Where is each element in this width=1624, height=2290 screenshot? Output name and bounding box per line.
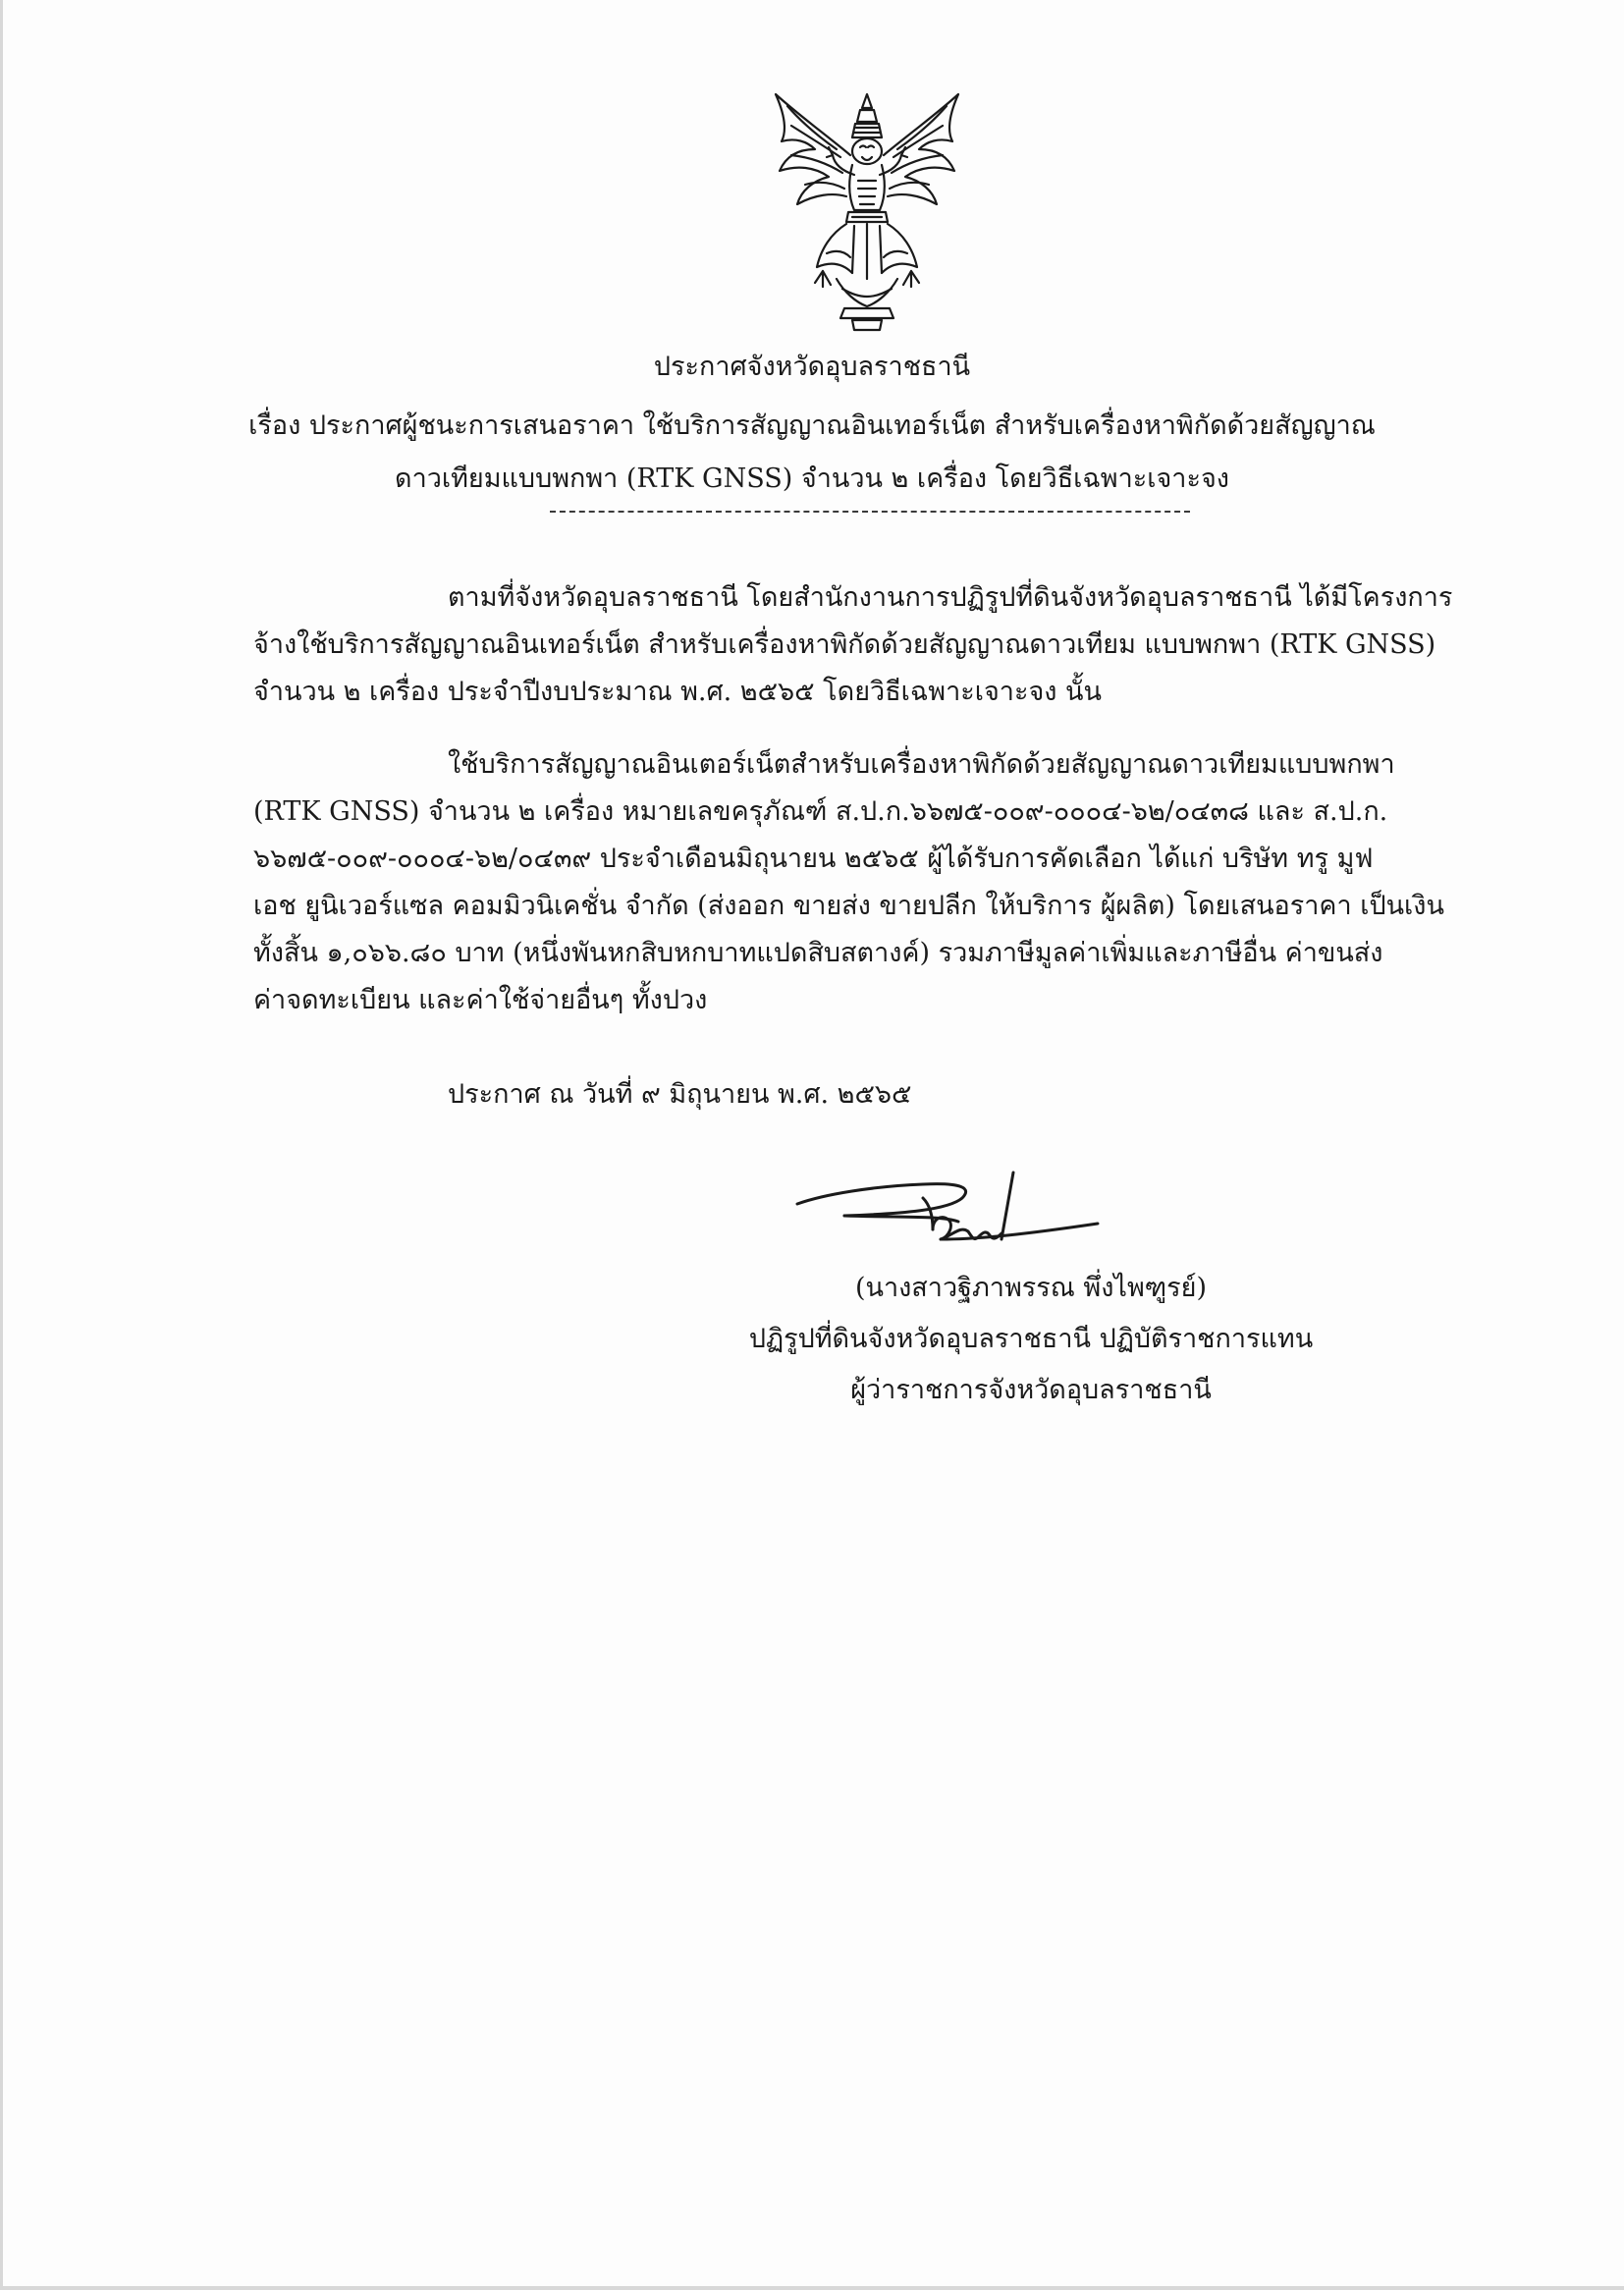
document-title: ประกาศจังหวัดอุบลราชธานี: [653, 352, 971, 382]
header-divider: [550, 511, 1190, 513]
signatory-position-2: ผู้ว่าราชการจังหวัดอุบลราชธานี: [850, 1375, 1212, 1405]
paragraph-line: จำนวน ๒ เครื่อง ประจำปีงบประมาณ พ.ศ. ๒๕๖๕ โดยวิธีเฉพาะเจาะจง นั้น: [253, 677, 1102, 707]
signatory-name: (นางสาวฐิภาพรรณ พึ่งไพฑูรย์): [854, 1273, 1208, 1303]
paragraph-award: [253, 741, 1498, 1024]
scan-edge-bottom: [0, 2286, 1624, 2290]
signatory-position-1: ปฏิรูปที่ดินจังหวัดอุบลราชธานี ปฏิบัติราชการแทน: [748, 1324, 1314, 1354]
subject-line-1: เรื่อง ประกาศผู้ชนะการเสนอราคา ใช้บริการสัญญาณอินเทอร์เน็ต สำหรับเครื่องหาพิกัดด้วยสัญญาณ: [248, 410, 1376, 441]
garuda-emblem-icon: [758, 86, 976, 338]
handwritten-signature: [785, 1165, 1110, 1273]
paragraph-line: ๖๖๗๕-๐๐๙-๐๐๐๔-๖๒/๐๔๓๙ ประจำเดือนมิถุนายน ๒๕๖๕ ผู้ได้รับการคัดเลือก ได้แก่ บริษัท ทรู มูฟ: [253, 844, 1374, 874]
scan-edge-left: [0, 0, 3, 2290]
announcement-date: ประกาศ ณ วันที่ ๙ มิถุนายน พ.ศ. ๒๕๖๕: [448, 1079, 912, 1110]
paragraph-line: ค่าจดทะเบียน และค่าใช้จ่ายอื่นๆ ทั้งปวง: [253, 985, 708, 1015]
paragraph-line: ใช้บริการสัญญาณอินเตอร์เน็ตสำหรับเครื่องหาพิกัดด้วยสัญญาณดาวเทียมแบบพกพา: [448, 749, 1395, 780]
paragraph-line: เอช ยูนิเวอร์แซล คอมมิวนิเคชั่น จำกัด (ส่งออก ขายส่ง ขายปลีก ให้บริการ ผู้ผลิต) โดยเสนอราคา เป็นเงิน: [253, 891, 1444, 921]
subject-line-2: ดาวเทียมแบบพกพา (RTK GNSS) จำนวน ๒ เครื่อง โดยวิธีเฉพาะเจาะจง: [395, 463, 1229, 494]
paragraph-line: (RTK GNSS) จำนวน ๒ เครื่อง หมายเลขครุภัณฑ์ ส.ป.ก.๖๖๗๕-๐๐๙-๐๐๐๔-๖๒/๐๔๓๘ และ ส.ป.ก.: [253, 796, 1388, 827]
paragraph-line: ทั้งสิ้น ๑,๐๖๖.๘๐ บาท (หนึ่งพันหกสิบหกบาทแปดสิบสตางค์) รวมภาษีมูลค่าเพิ่มและภาษีอื่น ค่าขนส่ง: [253, 938, 1383, 968]
paragraph-line: จ้างใช้บริการสัญญาณอินเทอร์เน็ต สำหรับเครื่องหาพิกัดด้วยสัญญาณดาวเทียม แบบพกพา (RTK GNSS): [253, 629, 1436, 660]
paragraph-background: [253, 574, 1498, 716]
paragraph-line: ตามที่จังหวัดอุบลราชธานี โดยสำนักงานการปฏิรูปที่ดินจังหวัดอุบลราชธานี ได้มีโครงการ: [448, 582, 1453, 613]
